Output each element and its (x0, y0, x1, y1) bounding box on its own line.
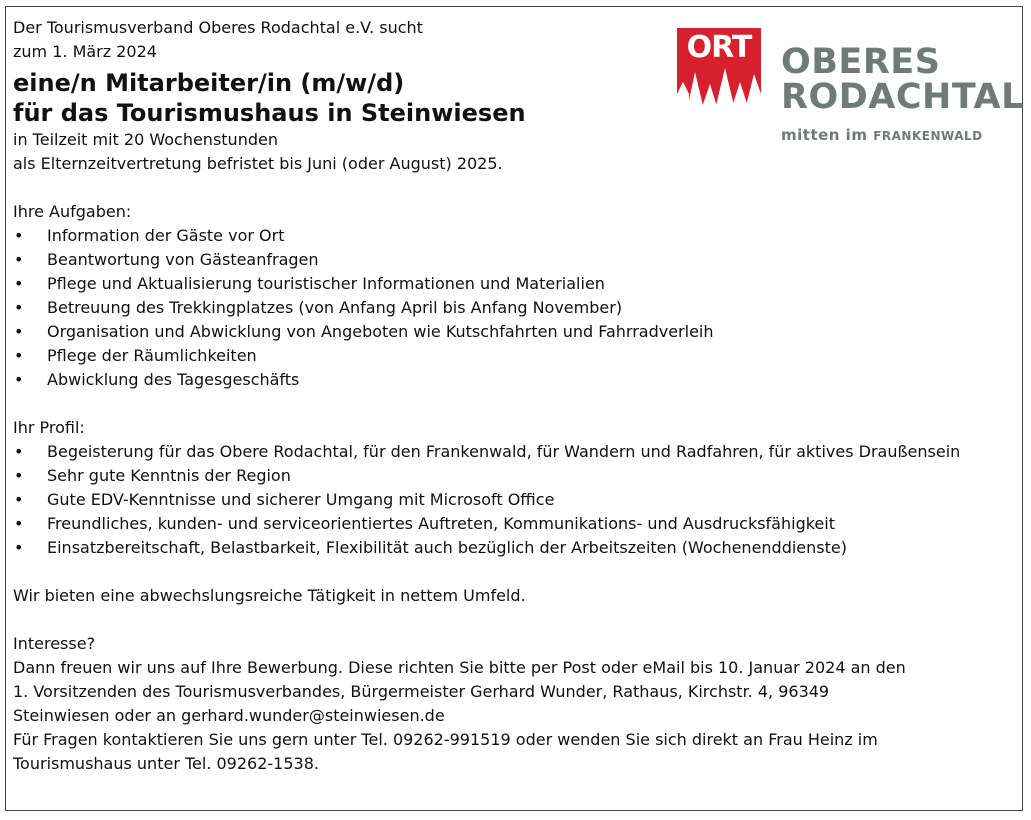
subtitle-line-1: in Teilzeit mit 20 Wochenstunden (13, 130, 278, 149)
logo-tagline-b: FRANKENWALD (873, 129, 983, 143)
ort-badge-text: ORT (686, 30, 752, 65)
logo-name-line1: OBERES (781, 42, 941, 82)
job-title-line-2: für das Tourismushaus in Steinwiesen (13, 99, 526, 127)
offer-text: Wir bieten eine abwechslungsreiche Tätigkeit in nettem Umfeld. (13, 586, 526, 605)
list-item: • Organisation und Abwicklung von Angeboten wie Kutschfahrten und Fahrradverleih (13, 320, 1008, 344)
list-item: • Begeisterung für das Obere Rodachtal, für den Frankenwald, für Wandern und Radfahren, für aktives Draußensein (13, 440, 1008, 464)
subtitle-line-2: als Elternzeitvertretung befristet bis Juni (oder August) 2025. (13, 154, 503, 173)
list-item: • Beantwortung von Gästeanfragen (13, 248, 1008, 272)
list-item: • Pflege der Räumlichkeiten (13, 344, 1008, 368)
list-item: • Betreuung des Trekkingplatzes (von Anfang April bis Anfang November) (13, 296, 1008, 320)
profile-heading: Ihr Profil: (13, 418, 85, 437)
list-item: • Abwicklung des Tagesgeschäfts (13, 368, 1008, 392)
job-title-line-1: eine/n Mitarbeiter/in (m/w/d) (13, 69, 405, 97)
profile-list (13, 440, 1008, 560)
contact-heading: Interesse? (13, 634, 96, 653)
contact-line-1: Dann freuen wir uns auf Ihre Bewerbung. Diese richten Sie bitte per Post oder eMail bis 10. Januar 2024 an den (13, 658, 906, 677)
list-item: • Pflege und Aktualisierung touristischer Informationen und Materialien (13, 272, 1008, 296)
tasks-heading: Ihre Aufgaben: (13, 202, 132, 221)
list-item: • Gute EDV-Kenntnisse und sicherer Umgang mit Microsoft Office (13, 488, 1008, 512)
list-item: • Sehr gute Kenntnis der Region (13, 464, 1008, 488)
logo-tagline-a: mitten im (781, 126, 874, 144)
contact-line-5: Tourismushaus unter Tel. 09262-1538. (13, 754, 319, 773)
job-ad-content (13, 14, 1008, 776)
intro-line-1: Der Tourismusverband Oberes Rodachtal e.V. sucht (13, 18, 423, 37)
tasks-list (13, 224, 1008, 392)
intro-line-2: zum 1. März 2024 (13, 42, 157, 61)
logo-name-line2: RODACHTAL (781, 77, 1024, 117)
list-item: • Freundliches, kunden- und serviceorientiertes Auftreten, Kommunikations- und Ausdrucksfähigkeit (13, 512, 1008, 536)
contact-line-4: Für Fragen kontaktieren Sie uns gern unter Tel. 09262-991519 oder wenden Sie sich direkt an Frau Heinz im (13, 730, 878, 749)
list-item: • Information der Gäste vor Ort (13, 224, 1008, 248)
contact-line-3: Steinwiesen oder an gerhard.wunder@steinwiesen.de (13, 706, 445, 725)
list-item: • Einsatzbereitschaft, Belastbarkeit, Flexibilität auch bezüglich der Arbeitszeiten (Wochenenddienste) (13, 536, 1008, 560)
contact-line-2: 1. Vorsitzenden des Tourismusverbandes, Bürgermeister Gerhard Wunder, Rathaus, Kirchstr. 4, 96349 (13, 682, 830, 701)
